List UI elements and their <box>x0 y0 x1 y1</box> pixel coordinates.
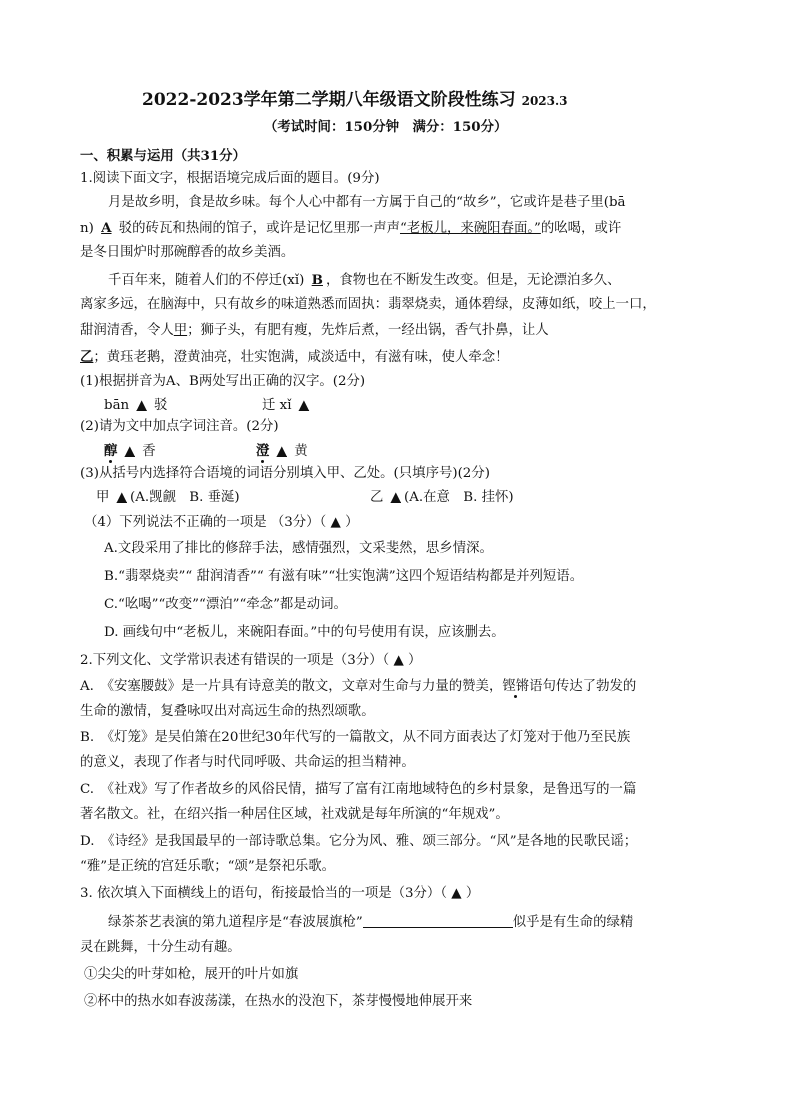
dotted-word: 铿锵 <box>502 679 530 694</box>
text-span: A. 《安塞腰鼓》是一片具有诗意美的散文，文章对生命与力量的赞美， <box>80 679 503 694</box>
q2-stem <box>80 651 421 670</box>
q3-option-1: ①尖尖的叶芽如枪，展开的叶片如旗 <box>84 967 299 982</box>
text-span: 驳的砖瓦和热闹的馆子，或许是记忆里那一声声 <box>118 221 400 236</box>
text-span: 语句传达了勃发的 <box>529 679 637 694</box>
text-span: （4）下列说法不正确的一项是 （3分）（ <box>84 515 327 530</box>
text-span: 驳 <box>154 398 168 413</box>
q1-passage-line <box>80 322 549 340</box>
pinyin-label: bān <box>104 398 130 413</box>
q3-stem <box>80 884 479 903</box>
text-span: 的吆喝，或许 <box>540 221 622 236</box>
answer-triangle: ▲ <box>330 514 341 530</box>
pinyin-label: 迁 xǐ <box>262 398 292 413</box>
underlined-sentence: “老板儿，来碗阳春面。” <box>399 221 541 236</box>
q2-option-c: C. 《社戏》写了作者故乡的风俗民情，描写了富有江南地域特色的乡村景象，是鲁迅写的一篇 <box>80 782 637 797</box>
answer-triangle: ▲ <box>136 397 147 413</box>
q2-option-c-cont: 著名散文。社，在绍兴指一种居住区域，社戏就是每年所演的“年规戏”。 <box>80 807 509 822</box>
fill-blank-line <box>363 913 513 928</box>
q1-sub3: (3)从括号内选择符合语境的词语分别填入甲、乙处。(只填序号)(2分) <box>80 466 490 481</box>
q1-passage-line: 月是故乡明，食是故乡味。每个人心中都有一方属于自己的“故乡”，它或许是巷子里(bā <box>108 195 626 210</box>
text-span: ；黄珏老鹅，澄黄油亮，壮实饱满，咸淡适中，有滋有味，使人牵念！ <box>93 350 509 365</box>
text-span: 香 <box>142 444 156 459</box>
option-b: B.“翡翠烧卖”“ 甜润清香”“ 有滋有味”“壮实饱满”这四个短语结构都是并列短语。 <box>104 569 584 584</box>
section-heading: 一、积累与运用（共31分） <box>80 148 246 164</box>
title-date: 2023.3 <box>521 94 568 108</box>
q2-option-b: B. 《灯笼》是吴伯箫在20世纪30年代写的一篇散文，从不同方面表达了灯笼对于他乃至民族 <box>80 730 631 745</box>
dotted-char: 澄 <box>256 443 270 459</box>
text-span: 似乎是有生命的绿精 <box>512 915 634 930</box>
text-span: ，食物也在不断发生改变。但是，无论漂泊多久、 <box>325 273 621 288</box>
options: (A.觊觎 B. 垂涎) <box>129 490 240 505</box>
q1-sub1: (1)根据拼音为A、B两处写出正确的汉字。(2分) <box>80 374 366 389</box>
text-span: 千百年来，随着人们的不停迁(xǐ) <box>108 273 305 288</box>
exam-info: （考试时间：150分钟 满分：150分） <box>264 119 508 135</box>
q1-passage-line: 是冬日围炉时那碗醇香的故乡美酒。 <box>80 245 295 260</box>
answer-triangle: ▲ <box>298 397 310 413</box>
text-span: ） <box>465 886 480 901</box>
q3-option-2: ②杯中的热水如春波荡漾，在热水的没泡下，茶芽慢慢地伸展开来 <box>84 994 473 1009</box>
label: 乙 <box>370 490 384 505</box>
q2-option-a <box>80 678 636 696</box>
sub1-answer-b <box>262 396 312 415</box>
blank-mark-b: B <box>311 272 323 288</box>
option-c: C.“吆喝”“改变”“漂泊”“牵念”都是动词。 <box>104 597 347 612</box>
answer-triangle: ▲ <box>276 443 287 459</box>
page-title <box>142 89 568 112</box>
text-span: ；狮子头，有肥有瘦，先炸后煮，一经出锅，香气扑鼻，让人 <box>187 323 549 338</box>
label: 甲 <box>96 490 110 505</box>
sub2-answer-a <box>104 442 156 461</box>
q2-option-a-cont: 生命的激情，复叠咏叹出对高远生命的热烈颂歌。 <box>80 704 375 719</box>
sub3-answer-yi <box>370 488 514 507</box>
q2-option-d: D. 《诗经》是我国最早的一部诗歌总集。它分为风、雅、颂三部分。“风”是各地的民歌民谣； <box>80 834 638 849</box>
answer-triangle: ▲ <box>124 443 135 459</box>
sub1-answer-a <box>104 396 167 415</box>
text-span: ） <box>345 515 359 530</box>
option-d: D. 画线句中“老板儿，来碗阳春面。”中的句号使用有误，应该删去。 <box>104 625 505 640</box>
text-span: 2.下列文化、文学常识表述有错误的一项是（3分）（ <box>80 653 390 668</box>
sub2-answer-b <box>256 442 308 461</box>
q1-passage-line <box>108 271 621 290</box>
text-span: 黄 <box>294 444 308 459</box>
answer-triangle: ▲ <box>390 489 401 505</box>
q3-passage-line: 灵在跳舞，十分生动有趣。 <box>80 940 241 955</box>
q3-passage-line <box>108 913 633 932</box>
blank-mark-a: A <box>101 220 112 236</box>
title-text: 2022-2023学年第二学期八年级语文阶段性练习 <box>142 90 516 110</box>
q1-stem: 1.阅读下面文字，根据语境完成后面的题目。(9分) <box>80 171 380 186</box>
text-span: 甜润清香，令人 <box>80 323 174 338</box>
answer-triangle: ▲ <box>393 652 404 668</box>
blank-mark-jia: 甲 <box>173 323 188 338</box>
option-a: A.文段采用了排比的修辞手法，感情强烈，文采斐然，思乡情深。 <box>104 541 493 556</box>
blank-mark-yi: 乙 <box>80 349 94 365</box>
answer-triangle: ▲ <box>116 489 127 505</box>
dotted-char: 醇 <box>104 443 118 459</box>
q1-passage-line <box>80 348 509 367</box>
q1-passage-line: 离家多远，在脑海中，只有故乡的味道熟悉而固执：翡翠烧卖，通体碧绿，皮薄如纸，咬上一口， <box>80 297 656 312</box>
text-span: ） <box>408 653 422 668</box>
options: (A.在意 B. 挂怀) <box>403 490 514 505</box>
q2-option-b-cont: 的意义，表现了作者与时代同呼吸、共命运的担当精神。 <box>80 755 415 770</box>
q1-sub2: (2)请为文中加点字词注音。(2分) <box>80 419 279 434</box>
q1-sub4 <box>84 513 358 532</box>
text-span: 3. 依次填入下面横线上的语句，衔接最恰当的一项是（3分）（ <box>80 886 448 901</box>
q1-passage-line <box>80 219 621 238</box>
text-span: 绿茶茶艺表演的第九道程序是“春波展旗枪” <box>108 915 363 930</box>
text-span: n) <box>80 221 94 236</box>
q2-option-d-cont: “雅”是正统的宫廷乐歌；“颂”是祭祀乐歌。 <box>80 859 336 874</box>
sub3-answer-jia <box>96 488 240 507</box>
answer-triangle: ▲ <box>451 885 462 901</box>
